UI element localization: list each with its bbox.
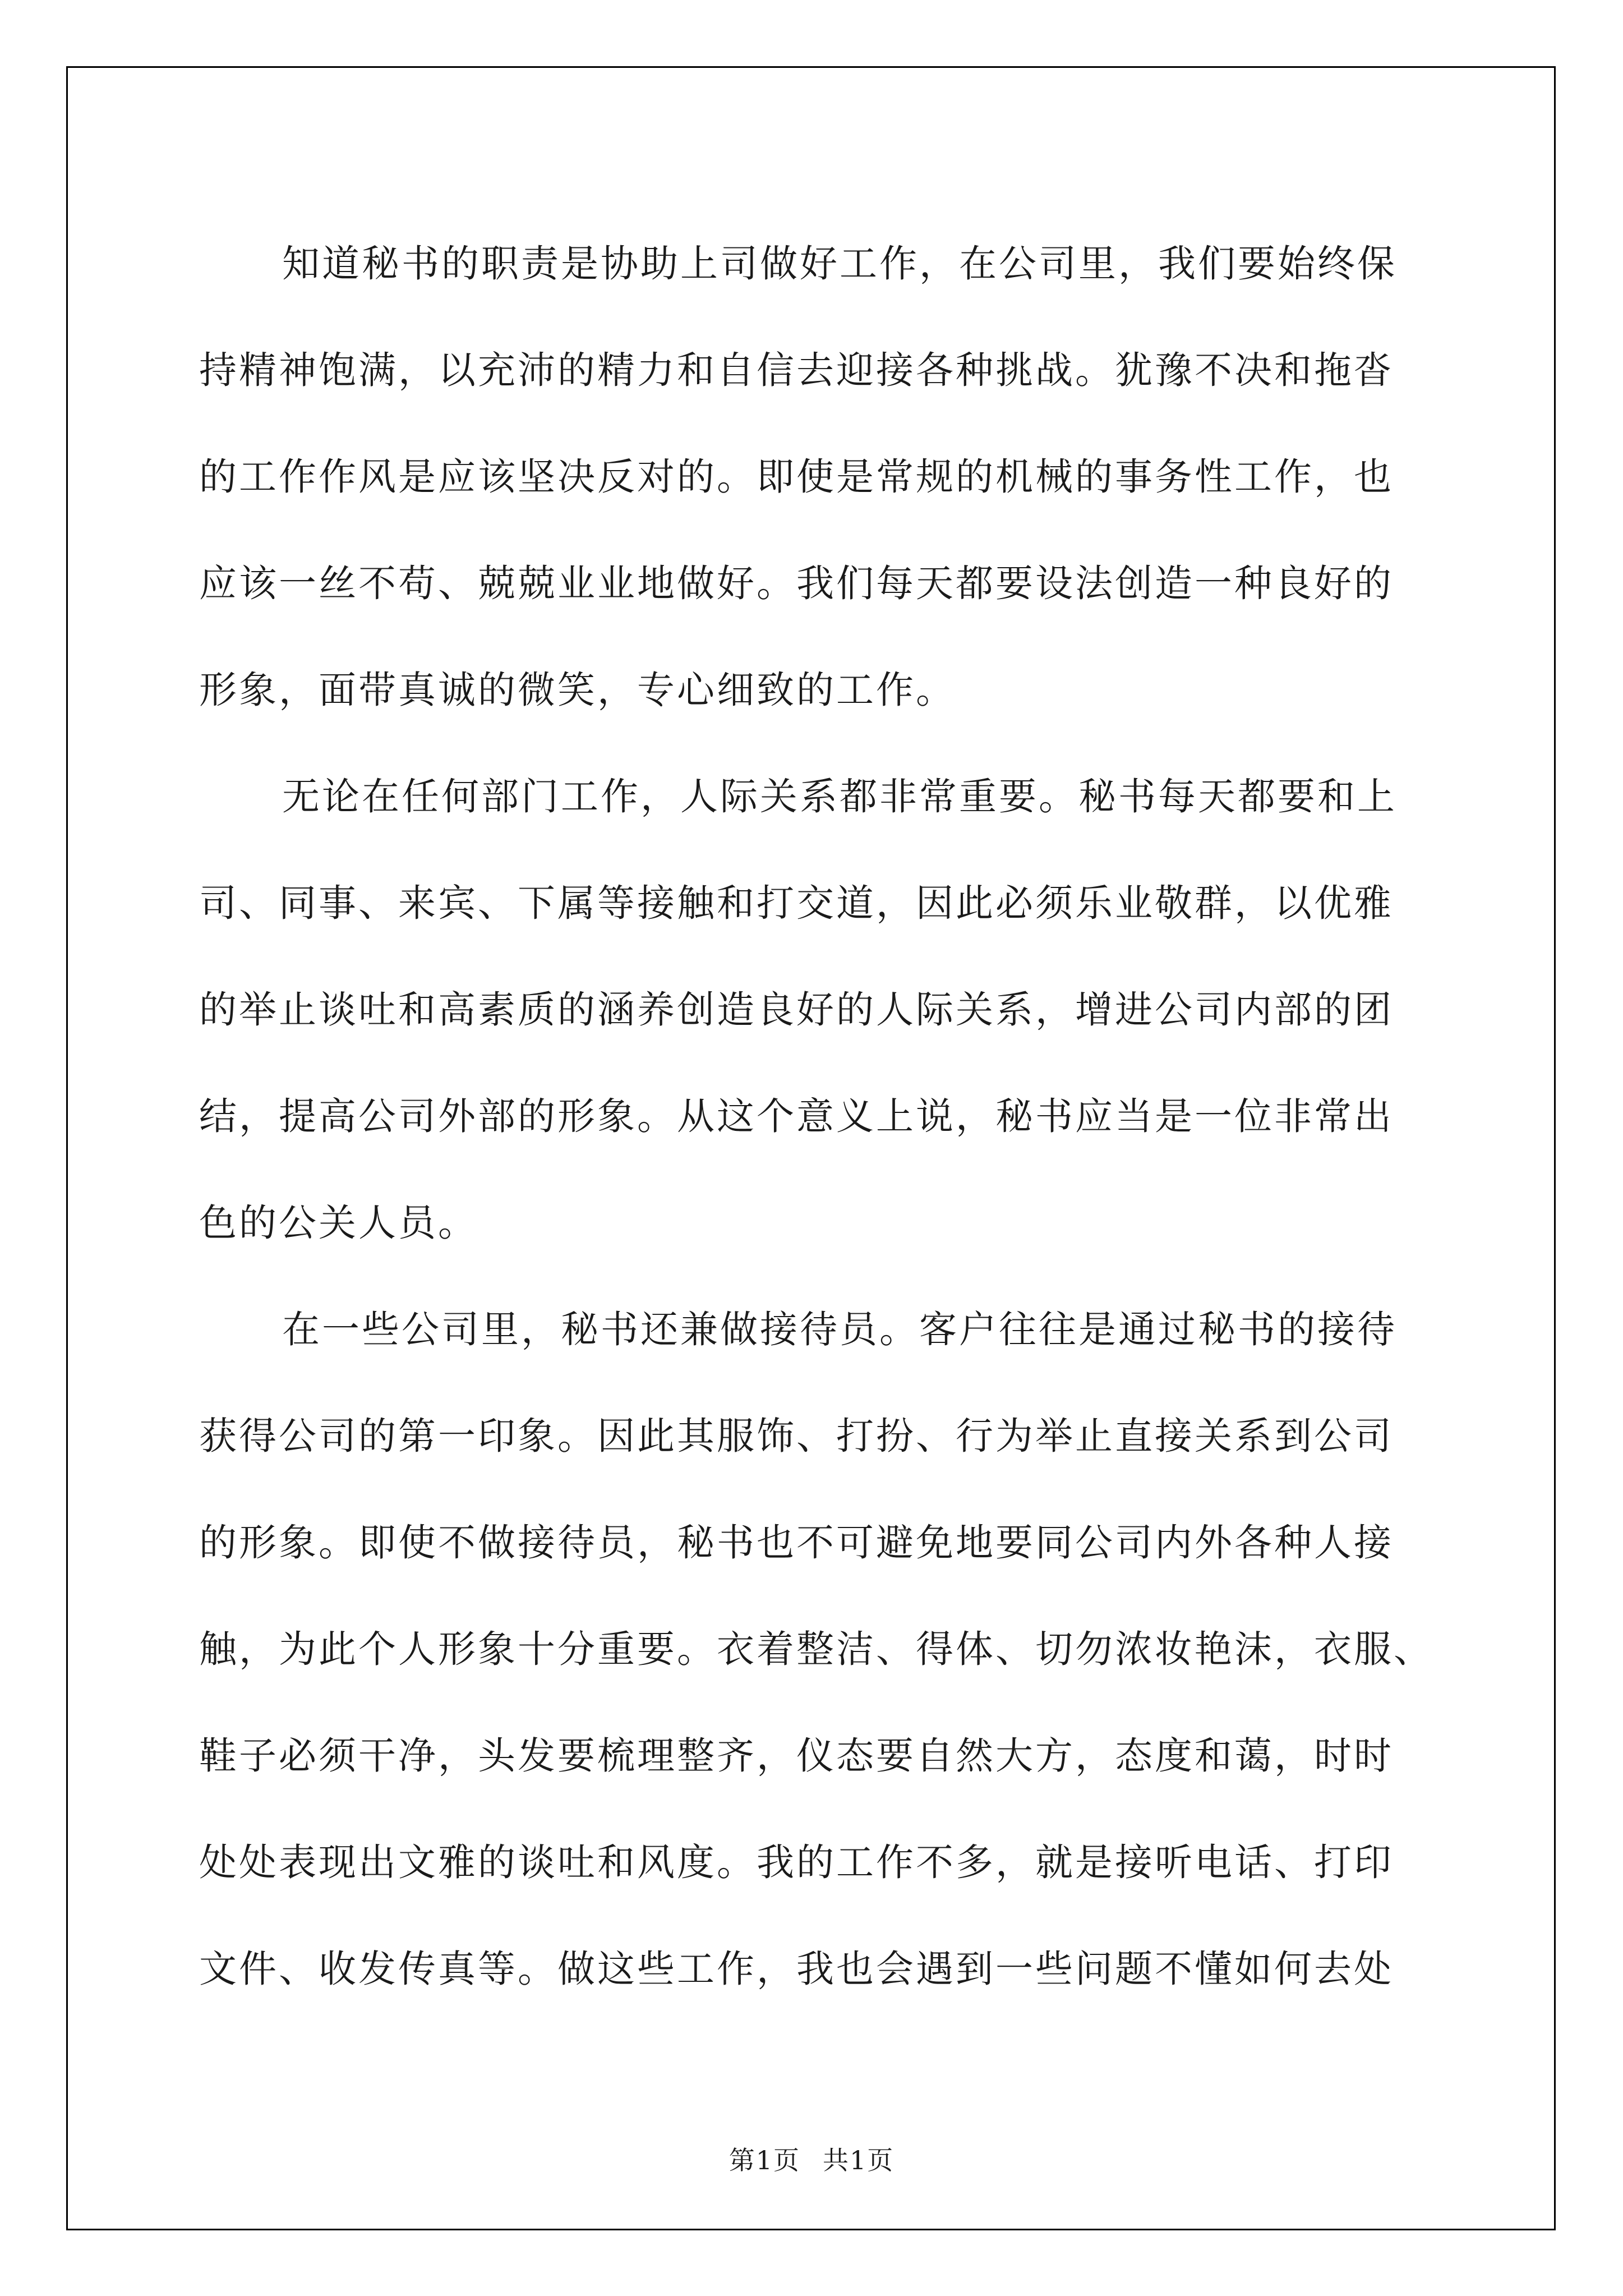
paragraph-1-line-5: 形象，面带真诚的微笑，专心细致的工作。 (199, 668, 956, 712)
paragraph-3-line-1: 在一些公司里，秘书还兼做接待员。客户往往是通过秘书的接待 (282, 1308, 1397, 1351)
page-total: 共1页 (823, 2145, 895, 2175)
paragraph-2-line-1: 无论在任何部门工作，人际关系都非常重要。秘书每天都要和上 (282, 775, 1397, 818)
page-number: 第1页 (728, 2145, 800, 2175)
paragraph-2-line-4: 结，提高公司外部的形象。从这个意义上说，秘书应当是一位非常出 (199, 1094, 1394, 1138)
paragraph-3-line-3: 的形象。即使不做接待员，秘书也不可避免地要同公司内外各种人接 (199, 1521, 1394, 1565)
paragraph-3-line-5: 鞋子必须干净，头发要梳理整齐，仪态要自然大方，态度和蔼，时时 (199, 1734, 1394, 1778)
paragraph-1-line-3: 的工作作风是应该坚决反对的。即使是常规的机械的事务性工作，也 (199, 455, 1394, 499)
paragraph-2-line-5: 色的公关人员。 (199, 1201, 478, 1245)
paragraph-1-line-4: 应该一丝不苟、兢兢业业地做好。我们每天都要设法创造一种良好的 (199, 562, 1394, 605)
document-body (199, 210, 1433, 2022)
paragraph-1-line-1: 知道秘书的职责是协助上司做好工作，在公司里，我们要始终保 (282, 242, 1397, 286)
paragraph-3-line-6: 处处表现出文雅的谈吐和风度。我的工作不多，就是接听电话、打印 (199, 1841, 1394, 1884)
paragraph-3-line-4: 触，为此个人形象十分重要。衣着整洁、得体、切勿浓妆艳沫，衣服、 (199, 1627, 1433, 1671)
paragraph-2-line-3: 的举止谈吐和高素质的涵养创造良好的人际关系，增进公司内部的团 (199, 988, 1394, 1032)
paragraph-2-line-2: 司、同事、来宾、下属等接触和打交道，因此必须乐业敬群，以优雅 (199, 881, 1394, 925)
paragraph-3-line-7: 文件、收发传真等。做这些工作，我也会遇到一些问题不懂如何去处 (199, 1947, 1394, 1991)
paragraph-1-line-2: 持精神饱满，以充沛的精力和自信去迎接各种挑战。犹豫不决和拖沓 (199, 348, 1394, 392)
paragraph-3-line-2: 获得公司的第一印象。因此其服饰、打扮、行为举止直接关系到公司 (199, 1414, 1394, 1458)
page-footer (0, 2140, 1623, 2177)
